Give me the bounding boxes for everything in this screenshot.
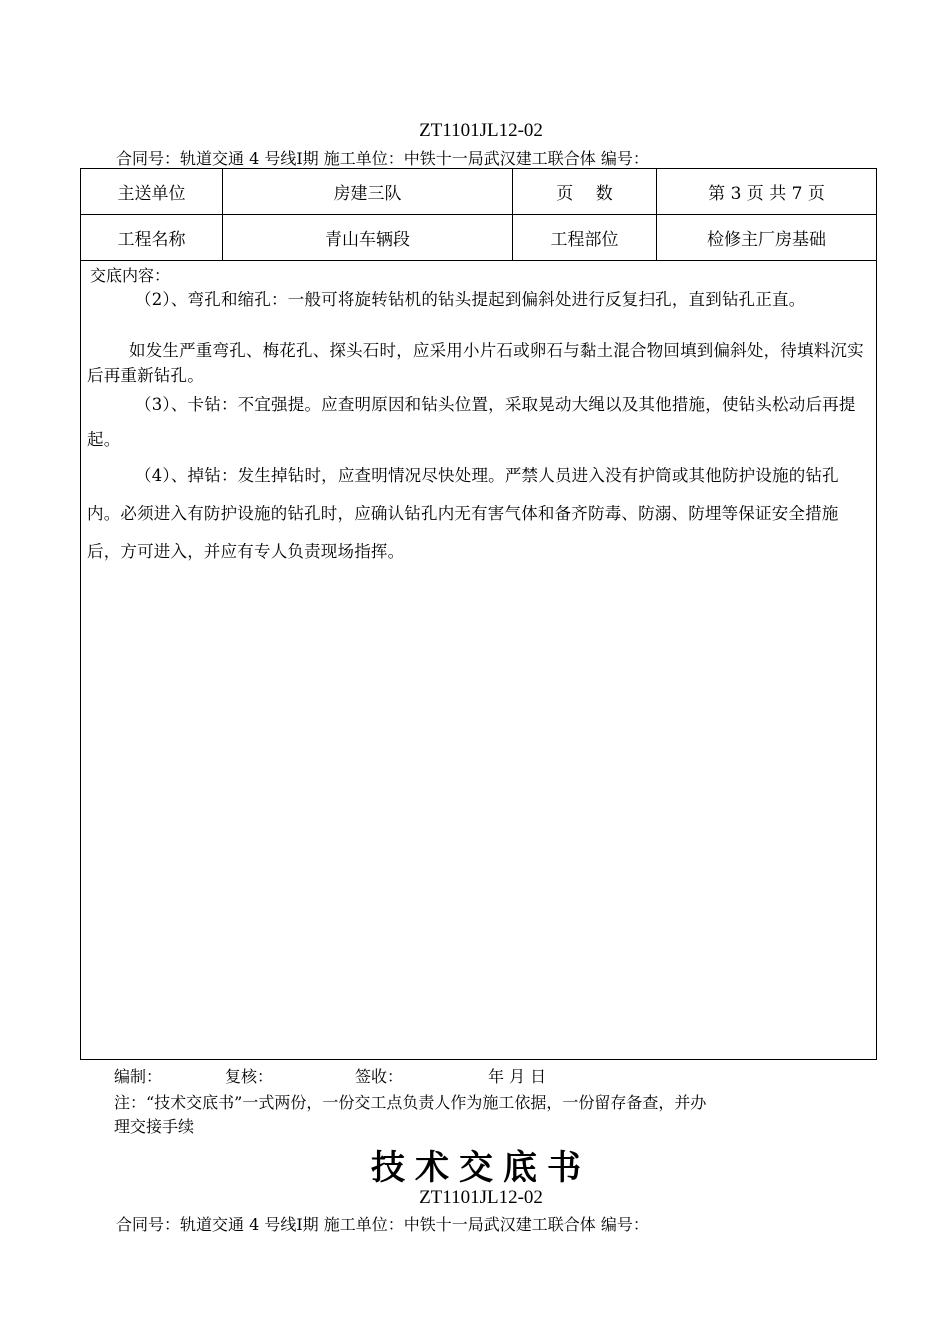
date-label: 年 月 日	[488, 1067, 547, 1086]
recipient-label: 主送单位	[81, 169, 223, 215]
paragraph-dropped-drill: （4）、掉钻：发生掉钻时，应查明情况尽快处理。严禁人员进入没有护筒或其他防护设施的钻孔内。必须进入有防护设施的钻孔时，应确认钻孔内无有害气体和备齐防毒、防溺、防埋等保证安全措施后，方可进入，并应有专人负责现场指挥。	[87, 466, 839, 561]
project-name-label: 工程名称	[81, 215, 223, 261]
content-label: 交底内容：	[90, 266, 171, 285]
pages-label: 页 数	[513, 169, 657, 215]
document-code: ZT1101JL12-02	[419, 120, 543, 141]
received-by-label: 签收：	[355, 1067, 404, 1086]
table-row	[81, 215, 877, 261]
table-row	[81, 169, 877, 215]
paragraph-bend-hole: （2）、弯孔和缩孔：一般可将旋转钻机的钻头提起到偏斜处进行反复扫孔，直到钻孔正直。	[135, 290, 806, 309]
contract-line-2: 合同号：轨道交通 4 号线Ⅰ期 施工单位：中铁十一局武汉建工联合体 编号：	[116, 1215, 649, 1234]
recipient-value: 房建三队	[223, 169, 513, 215]
paragraph-stuck-drill: （3）、卡钻：不宜强提。应查明原因和钻头位置，采取晃动大绳以及其他措施，使钻头松动后再提起。	[87, 395, 856, 449]
info-table	[80, 168, 877, 261]
contract-line: 合同号：轨道交通 4 号线Ⅰ期 施工单位：中铁十一局武汉建工联合体 编号：	[116, 149, 649, 168]
content-box	[80, 261, 877, 1060]
paragraph-severe-bend: 如发生严重弯孔、梅花孔、探头石时，应采用小片石或卵石与黏土混合物回填到偏斜处，待填料沉实后再重新钻孔。	[87, 341, 864, 385]
pages-value: 第 3 页 共 7 页	[657, 169, 877, 215]
reviewed-by-label: 复核：	[225, 1067, 274, 1086]
project-part-value: 检修主厂房基础	[657, 215, 877, 261]
project-name-value: 青山车辆段	[223, 215, 513, 261]
project-part-label: 工程部位	[513, 215, 657, 261]
note-line-1: 注：“技术交底书”一式两份，一份交工点负责人作为施工依据，一份留存备查，并办	[114, 1093, 707, 1112]
page-title: 技术交底书	[371, 1148, 591, 1188]
prepared-by-label: 编制：	[114, 1067, 163, 1086]
document-code-2: ZT1101JL12-02	[419, 1187, 543, 1208]
note-line-2: 理交接手续	[114, 1117, 195, 1136]
